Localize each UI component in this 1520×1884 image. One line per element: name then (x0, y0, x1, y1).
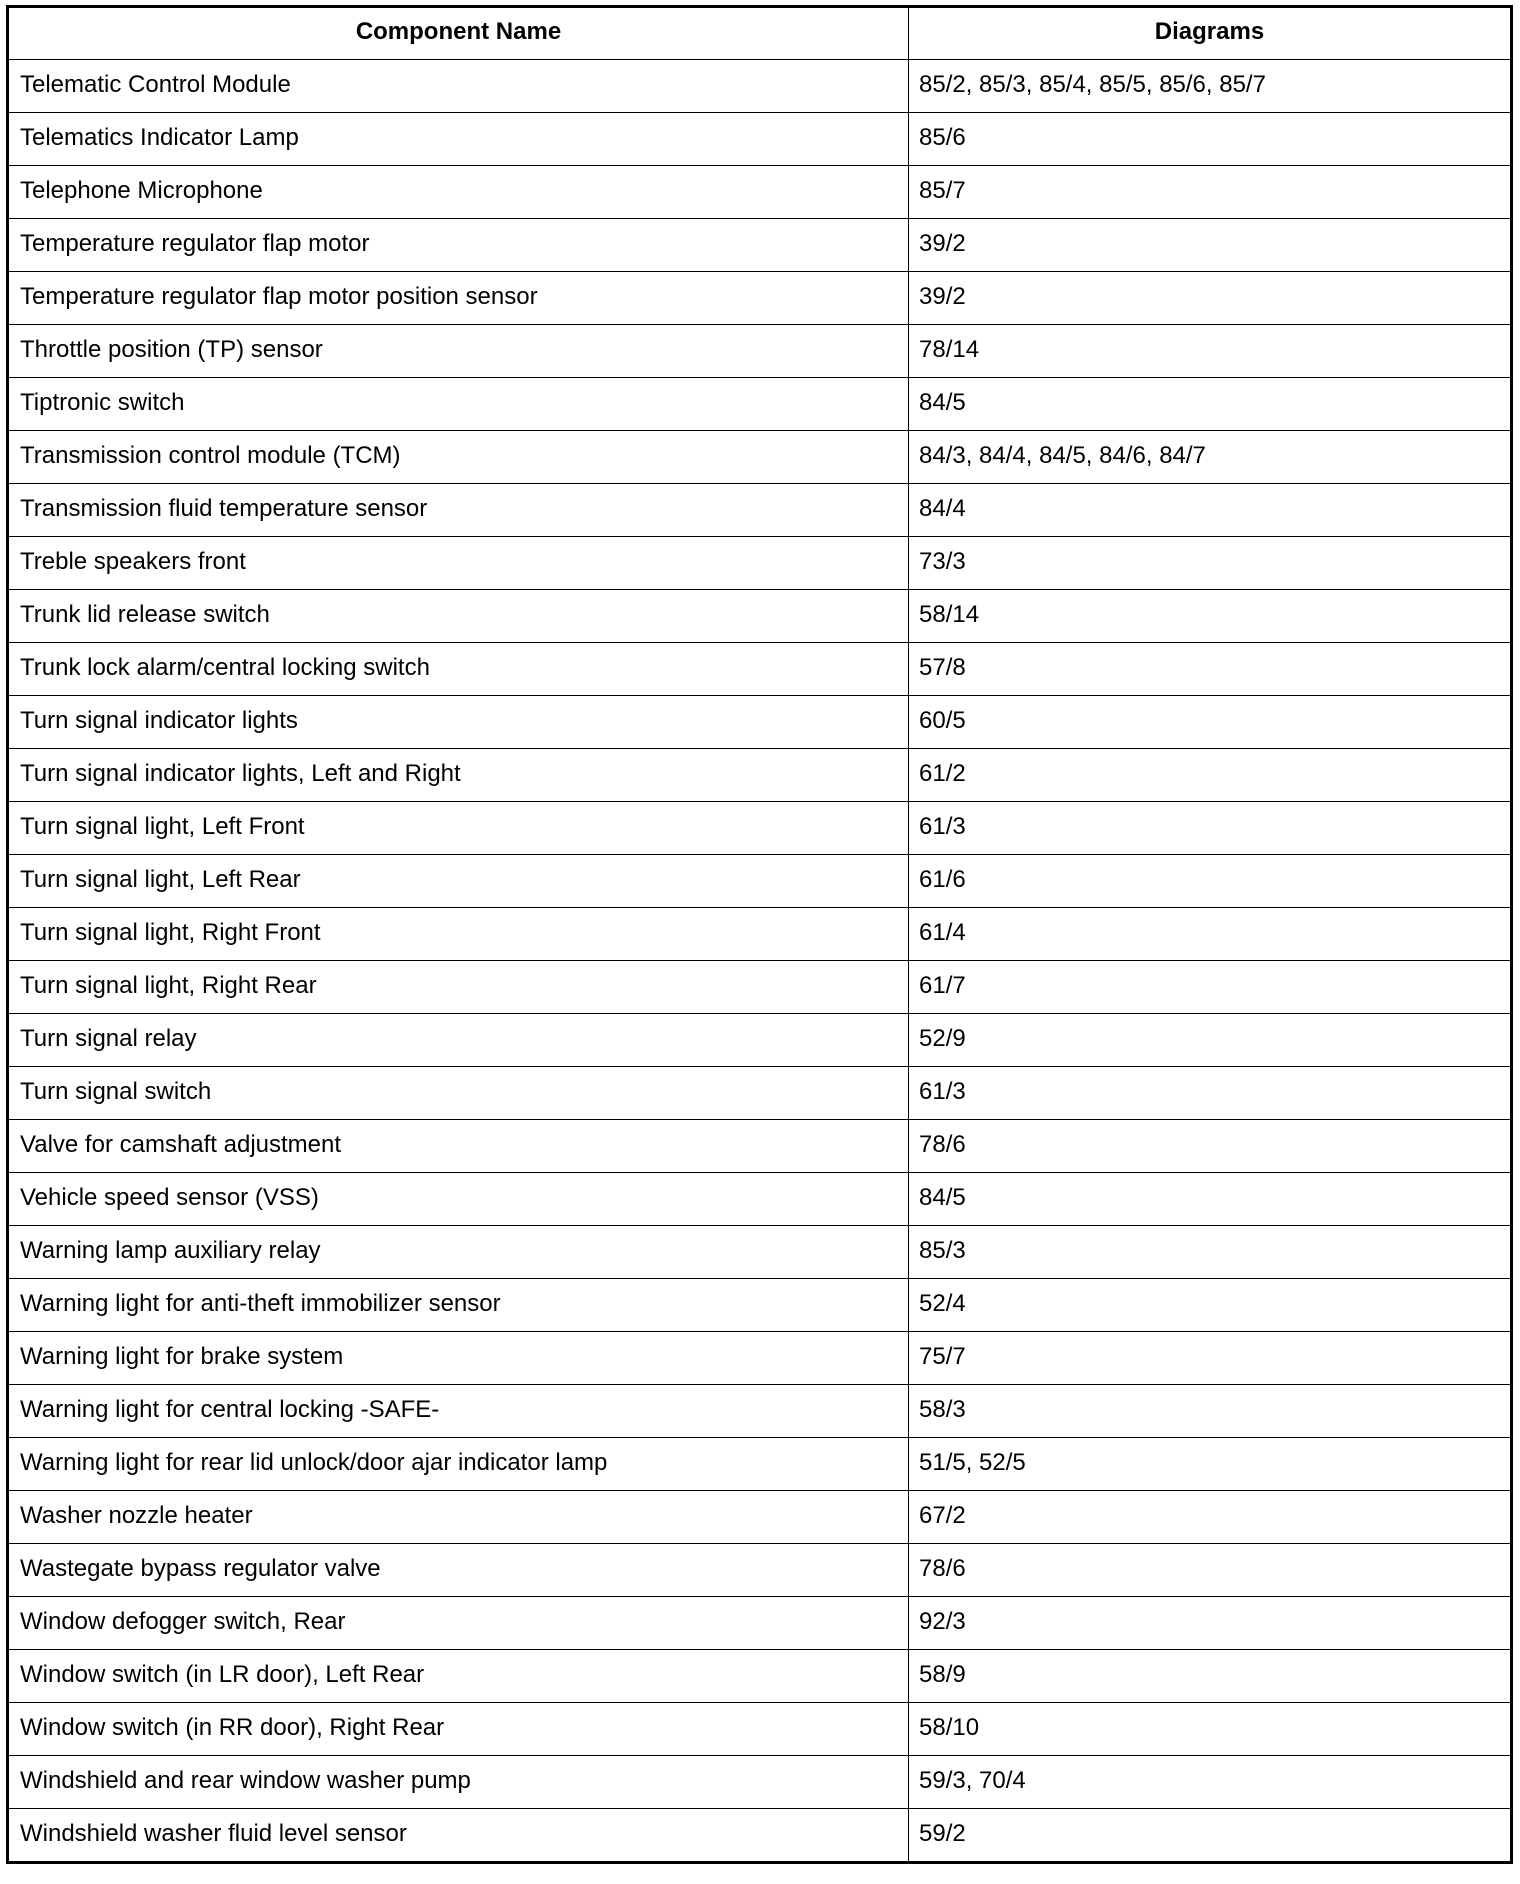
diagrams-cell: 59/3, 70/4 (909, 1756, 1512, 1809)
component-name-cell: Warning light for central locking -SAFE- (8, 1385, 909, 1438)
table-row (8, 908, 1512, 961)
table-row (8, 113, 1512, 166)
component-name-cell: Tiptronic switch (8, 378, 909, 431)
table-row (8, 1756, 1512, 1809)
table-row (8, 1332, 1512, 1385)
component-name-cell: Treble speakers front (8, 537, 909, 590)
diagrams-cell: 75/7 (909, 1332, 1512, 1385)
component-name-cell: Telephone Microphone (8, 166, 909, 219)
table-row (8, 325, 1512, 378)
diagrams-cell: 58/14 (909, 590, 1512, 643)
component-name-cell: Turn signal light, Left Rear (8, 855, 909, 908)
component-name-cell: Turn signal switch (8, 1067, 909, 1120)
diagrams-cell: 78/14 (909, 325, 1512, 378)
table-row (8, 219, 1512, 272)
table-row (8, 378, 1512, 431)
component-name-cell: Warning light for brake system (8, 1332, 909, 1385)
table-row (8, 60, 1512, 113)
table-row (8, 1385, 1512, 1438)
table-row (8, 1067, 1512, 1120)
table-row (8, 1226, 1512, 1279)
table-row (8, 1279, 1512, 1332)
component-name-cell: Turn signal light, Right Front (8, 908, 909, 961)
diagrams-cell: 85/6 (909, 113, 1512, 166)
component-name-cell: Temperature regulator flap motor position sensor (8, 272, 909, 325)
diagrams-cell: 61/6 (909, 855, 1512, 908)
component-name-cell: Vehicle speed sensor (VSS) (8, 1173, 909, 1226)
diagrams-cell: 61/3 (909, 1067, 1512, 1120)
table-row (8, 537, 1512, 590)
table-row (8, 696, 1512, 749)
diagrams-cell: 52/4 (909, 1279, 1512, 1332)
table-row (8, 1014, 1512, 1067)
table-row (8, 1120, 1512, 1173)
diagrams-cell: 59/2 (909, 1809, 1512, 1863)
table-row (8, 1173, 1512, 1226)
diagrams-cell: 39/2 (909, 272, 1512, 325)
diagrams-cell: 58/9 (909, 1650, 1512, 1703)
component-name-cell: Warning lamp auxiliary relay (8, 1226, 909, 1279)
column-header-component-name: Component Name (8, 7, 909, 60)
table-row (8, 431, 1512, 484)
diagrams-cell: 85/2, 85/3, 85/4, 85/5, 85/6, 85/7 (909, 60, 1512, 113)
component-name-cell: Wastegate bypass regulator valve (8, 1544, 909, 1597)
table-row (8, 1544, 1512, 1597)
component-name-cell: Window defogger switch, Rear (8, 1597, 909, 1650)
diagrams-cell: 61/7 (909, 961, 1512, 1014)
diagrams-cell: 60/5 (909, 696, 1512, 749)
column-header-diagrams: Diagrams (909, 7, 1512, 60)
diagrams-cell: 58/10 (909, 1703, 1512, 1756)
diagrams-cell: 78/6 (909, 1120, 1512, 1173)
table-row (8, 643, 1512, 696)
table-row (8, 855, 1512, 908)
diagrams-cell: 52/9 (909, 1014, 1512, 1067)
component-diagram-table (6, 5, 1513, 1864)
component-name-cell: Trunk lid release switch (8, 590, 909, 643)
table-row (8, 1438, 1512, 1491)
diagrams-cell: 85/7 (909, 166, 1512, 219)
table-row (8, 749, 1512, 802)
component-name-cell: Turn signal light, Left Front (8, 802, 909, 855)
diagrams-cell: 73/3 (909, 537, 1512, 590)
component-index-sheet (6, 5, 1510, 1864)
diagrams-cell: 92/3 (909, 1597, 1512, 1650)
component-name-cell: Windshield washer fluid level sensor (8, 1809, 909, 1863)
diagrams-cell: 84/4 (909, 484, 1512, 537)
component-name-cell: Valve for camshaft adjustment (8, 1120, 909, 1173)
diagrams-cell: 57/8 (909, 643, 1512, 696)
component-name-cell: Telematics Indicator Lamp (8, 113, 909, 166)
table-header (8, 7, 1512, 60)
component-name-cell: Transmission control module (TCM) (8, 431, 909, 484)
diagrams-cell: 78/6 (909, 1544, 1512, 1597)
component-name-cell: Transmission fluid temperature sensor (8, 484, 909, 537)
diagrams-cell: 58/3 (909, 1385, 1512, 1438)
component-name-cell: Windshield and rear window washer pump (8, 1756, 909, 1809)
component-name-cell: Temperature regulator flap motor (8, 219, 909, 272)
component-name-cell: Trunk lock alarm/central locking switch (8, 643, 909, 696)
header-row (8, 7, 1512, 60)
component-name-cell: Telematic Control Module (8, 60, 909, 113)
table-row (8, 961, 1512, 1014)
table-row (8, 590, 1512, 643)
diagrams-cell: 61/2 (909, 749, 1512, 802)
component-name-cell: Turn signal indicator lights (8, 696, 909, 749)
table-row (8, 1597, 1512, 1650)
diagrams-cell: 84/5 (909, 378, 1512, 431)
table-row (8, 1650, 1512, 1703)
table-body (8, 60, 1512, 1863)
table-row (8, 484, 1512, 537)
diagrams-cell: 39/2 (909, 219, 1512, 272)
diagrams-cell: 84/3, 84/4, 84/5, 84/6, 84/7 (909, 431, 1512, 484)
diagrams-cell: 67/2 (909, 1491, 1512, 1544)
component-name-cell: Turn signal relay (8, 1014, 909, 1067)
diagrams-cell: 61/3 (909, 802, 1512, 855)
diagrams-cell: 51/5, 52/5 (909, 1438, 1512, 1491)
diagrams-cell: 85/3 (909, 1226, 1512, 1279)
table-row (8, 272, 1512, 325)
diagrams-cell: 84/5 (909, 1173, 1512, 1226)
table-row (8, 1491, 1512, 1544)
component-name-cell: Turn signal light, Right Rear (8, 961, 909, 1014)
table-row (8, 802, 1512, 855)
table-row (8, 1809, 1512, 1863)
component-name-cell: Warning light for rear lid unlock/door ajar indicator lamp (8, 1438, 909, 1491)
table-row (8, 166, 1512, 219)
component-name-cell: Warning light for anti-theft immobilizer sensor (8, 1279, 909, 1332)
component-name-cell: Turn signal indicator lights, Left and Right (8, 749, 909, 802)
component-name-cell: Washer nozzle heater (8, 1491, 909, 1544)
component-name-cell: Throttle position (TP) sensor (8, 325, 909, 378)
table-row (8, 1703, 1512, 1756)
component-name-cell: Window switch (in RR door), Right Rear (8, 1703, 909, 1756)
component-name-cell: Window switch (in LR door), Left Rear (8, 1650, 909, 1703)
diagrams-cell: 61/4 (909, 908, 1512, 961)
